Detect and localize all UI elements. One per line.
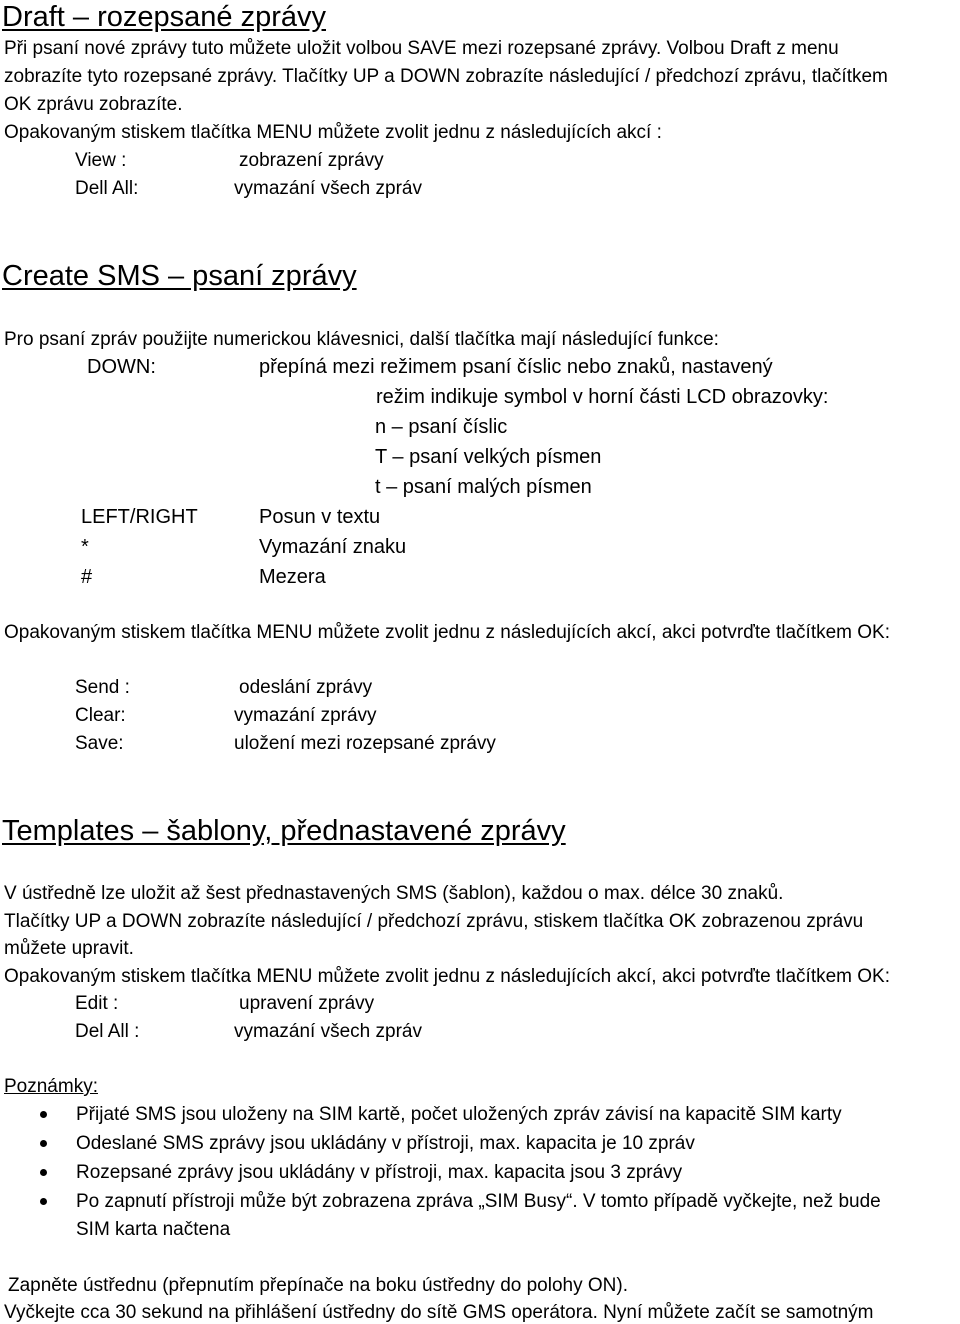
footer-line: Vyčkejte cca 30 sekund na přihlášení ústředny do sítě GMS operátora. Nyní můžete začít se samotným <box>4 1302 874 1323</box>
templates-heading: Templates – šablony, přednastavené zprávy <box>2 815 566 847</box>
down-key-desc-cont: režim indikuje symbol v horní části LCD obrazovky: <box>376 386 829 408</box>
key-desc: Posun v textu <box>259 506 381 528</box>
key-desc: Vymazání znaku <box>259 536 407 558</box>
templates-paragraph-line: V ústředně lze uložit až šest přednastavených SMS (šablon), každou o max. délce 30 znaků. <box>4 883 784 904</box>
draft-heading: Draft – rozepsané zprávy <box>2 1 326 33</box>
footer-line: Zapněte ústřednu (přepnutím přepínače na boku ústředny do polohy ON). <box>8 1275 628 1296</box>
draft-paragraph-line: OK zprávu zobrazíte. <box>4 94 183 115</box>
templates-paragraph-line: Tlačítky UP a DOWN zobrazíte následující / předchozí zprávu, stiskem tlačítka OK zobrazenou zprávu <box>4 911 864 932</box>
templates-option-key: Del All : <box>75 1021 140 1042</box>
draft-option-key: Dell All: <box>75 178 139 199</box>
note-item: Odeslané SMS zprávy jsou ukládány v přístroji, max. kapacita je 10 zpráv <box>76 1133 695 1154</box>
notes-heading: Poznámky: <box>4 1076 98 1097</box>
templates-paragraph-line: můžete upravit. <box>4 938 134 959</box>
templates-option-desc: upravení zprávy <box>239 993 375 1014</box>
note-item: Rozepsané zprávy jsou ukládány v přístroji, max. kapacita jsou 3 zprávy <box>76 1162 683 1183</box>
draft-paragraph-line: zobrazíte tyto rozepsané zprávy. Tlačítky UP a DOWN zobrazíte následující / předchozí zprávu, tlačítkem <box>4 66 888 87</box>
note-item-continued: SIM karta načtena <box>76 1219 231 1240</box>
down-key-desc: přepíná mezi režimem psaní číslic nebo znaků, nastavený <box>259 356 773 378</box>
create-option-key: Clear: <box>75 705 126 726</box>
bullet-icon <box>40 1140 47 1147</box>
create-option-desc: uložení mezi rozepsané zprávy <box>234 733 496 754</box>
draft-menu-text: Opakovaným stiskem tlačítka MENU můžete zvolit jednu z následujících akcí : <box>4 122 662 143</box>
note-item: Po zapnutí přístroji může být zobrazena zpráva „SIM Busy“. V tomto případě vyčkejte, než bude <box>76 1191 881 1212</box>
templates-option-desc: vymazání všech zpráv <box>234 1021 422 1042</box>
create-menu-text: Opakovaným stiskem tlačítka MENU můžete zvolit jednu z následujících akcí, akci potvrďte tlačítkem OK: <box>4 622 891 643</box>
templates-menu-text: Opakovaným stiskem tlačítka MENU můžete zvolit jednu z následujících akcí, akci potvrďte tlačítkem OK: <box>4 966 891 987</box>
key-label: # <box>81 566 93 588</box>
create-option-key: Send : <box>75 677 130 698</box>
create-intro-text: Pro psaní zpráv použijte numerickou klávesnici, další tlačítka mají následující funkce: <box>4 329 719 350</box>
draft-option-desc: vymazání všech zpráv <box>234 178 422 199</box>
create-option-key: Save: <box>75 733 124 754</box>
mode-item: t – psaní malých písmen <box>375 476 592 498</box>
bullet-icon <box>40 1111 47 1118</box>
key-desc: Mezera <box>259 566 326 588</box>
note-item: Přijaté SMS jsou uloženy na SIM kartě, počet uložených zpráv závisí na kapacitě SIM karty <box>76 1104 842 1125</box>
templates-option-key: Edit : <box>75 993 119 1014</box>
mode-item: n – psaní číslic <box>375 416 508 438</box>
down-key-label: DOWN: <box>87 356 156 378</box>
mode-item: T – psaní velkých písmen <box>375 446 602 468</box>
key-label: * <box>81 536 89 558</box>
create-option-desc: vymazání zprávy <box>234 705 377 726</box>
create-option-desc: odeslání zprávy <box>239 677 373 698</box>
create-sms-heading: Create SMS – psaní zprávy <box>2 260 357 292</box>
bullet-icon <box>40 1169 47 1176</box>
key-label: LEFT/RIGHT <box>81 506 198 528</box>
bullet-icon <box>40 1198 47 1205</box>
draft-option-key: View : <box>75 150 127 171</box>
draft-paragraph-line: Při psaní nové zprávy tuto můžete uložit volbou SAVE mezi rozepsané zprávy. Volbou Draft z menu <box>4 38 839 59</box>
draft-option-desc: zobrazení zprávy <box>239 150 384 171</box>
